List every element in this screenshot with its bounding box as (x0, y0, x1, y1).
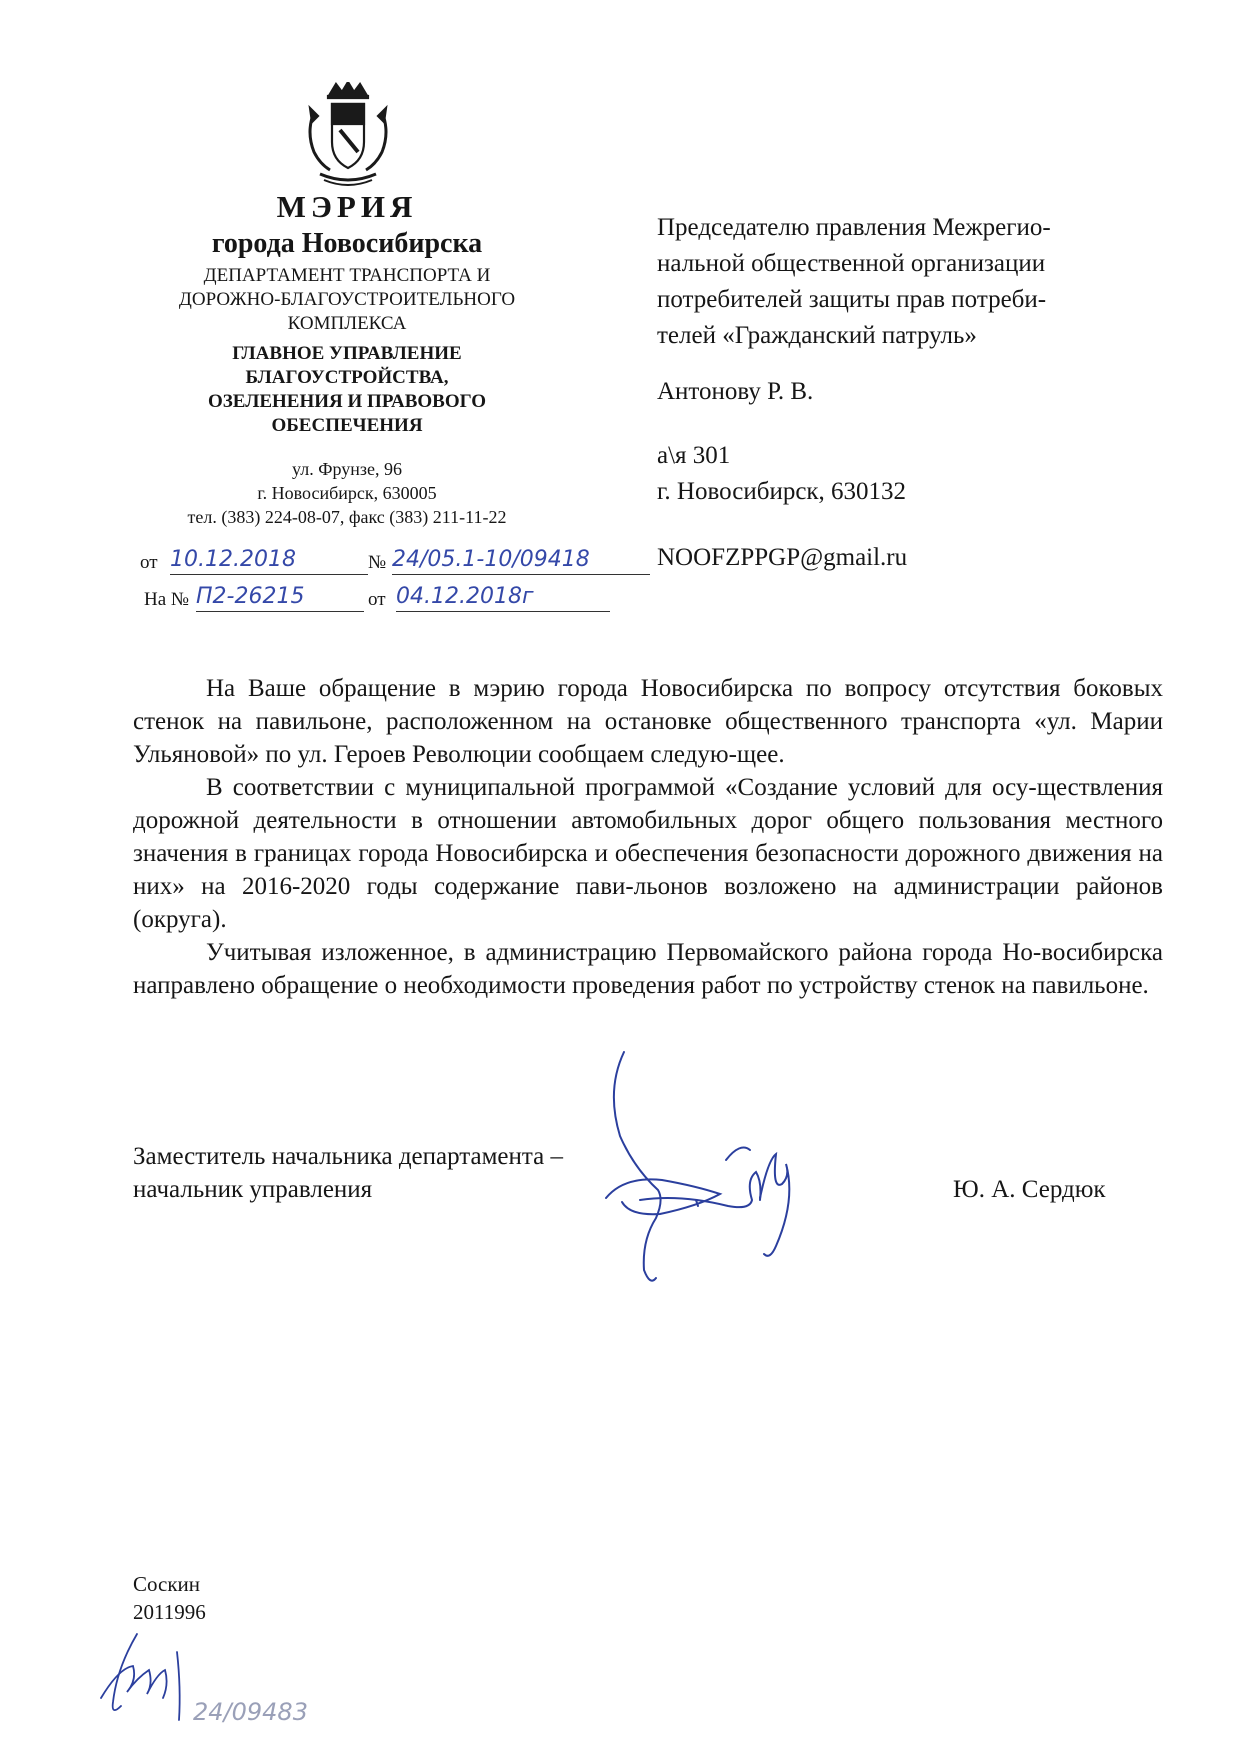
department-line: КОМПЛЕКСА (287, 313, 407, 334)
incoming-date: 04.12.2018г (396, 585, 610, 612)
handwritten-signature (600, 1050, 830, 1290)
reply-number-label: На № (144, 589, 190, 610)
department-line: ДЕПАРТАМЕНТ ТРАНСПОРТА И (203, 265, 491, 286)
org-city: города Новосибирска (211, 228, 483, 259)
recipient-city: г. Новосибирск, 630132 (657, 478, 907, 505)
reply-from-label: от (368, 589, 386, 610)
recipient-title (657, 210, 1127, 354)
signer-name: Ю. А. Сердюк (953, 1176, 1106, 1203)
incoming-number: П2-26215 (196, 585, 364, 612)
directorate-name (130, 342, 564, 438)
outgoing-date: 10.12.2018 (170, 548, 368, 575)
handwritten-note-text: 24/09483 (193, 1698, 308, 1726)
recipient-title-line: потребителей защиты прав потреби- (657, 286, 1047, 313)
letter-body (133, 672, 1163, 1002)
recipient-po-box: а\я 301 (657, 442, 731, 469)
address-street: ул. Фрунзе, 96 (292, 459, 402, 479)
directorate-line: БЛАГОУСТРОЙСТВА, (245, 367, 449, 388)
recipient-name: Антонову Р. В. (657, 378, 814, 405)
address-city: г. Новосибирск, 630005 (257, 483, 437, 503)
recipient-title-line: телей «Гражданский патруль» (657, 322, 977, 349)
executor-name: Соскин (133, 1572, 201, 1596)
signer-position-line2: начальник управления (133, 1176, 373, 1203)
body-paragraph: В соответствии с муниципальной программой «Создание условий для осу-ществления дорожной деятельности в отношении автомобильных дорог общего пользования местного значения в границах города Новосибирска и обеспечения безопасности дорожного движения на них» на 2016-2020 годы содержание пави-льонов возложено на администрации районов (округа). (133, 774, 1163, 933)
body-paragraph: Учитывая изложенное, в администрацию Первомайского района города Но-восибирска направлено обращение о необходимости проведения работ по устройству стенок на павильоне. (133, 939, 1163, 999)
executor-phone: 2011996 (133, 1600, 206, 1624)
city-coat-of-arms (300, 82, 396, 190)
handwritten-note (97, 1628, 327, 1728)
org-address (130, 457, 564, 529)
org-title: МЭРИЯ (276, 189, 418, 224)
directorate-line: ГЛАВНОЕ УПРАВЛЕНИЕ (232, 343, 462, 364)
recipient-email: NOOFZPPGP@gmail.ru (657, 544, 908, 571)
number-label: № (368, 552, 387, 573)
directorate-line: ОЗЕЛЕНЕНИЯ И ПРАВОВОГО (207, 391, 487, 412)
recipient-title-line: Председателю правления Межрегио- (657, 214, 1051, 241)
department-name (130, 264, 564, 336)
outgoing-number: 24/05.1-10/09418 (392, 548, 650, 575)
address-phone: тел. (383) 224-08-07, факс (383) 211-11-22 (187, 507, 507, 527)
directorate-line: ОБЕСПЕЧЕНИЯ (271, 415, 423, 436)
department-line: ДОРОЖНО-БЛАГОУСТРОИТЕЛЬНОГО (178, 289, 516, 310)
recipient-title-line: нальной общественной организации (657, 250, 1046, 277)
signer-position-line1: Заместитель начальника департамента – (133, 1143, 563, 1170)
from-label: от (140, 552, 158, 573)
body-paragraph: На Ваше обращение в мэрию города Новосибирска по вопросу отсутствия боковых стенок на павильоне, расположенном на остановке общественного транспорта «ул. Марии Ульяновой» по ул. Героев Революции сообщаем следую-щее. (133, 675, 1163, 768)
